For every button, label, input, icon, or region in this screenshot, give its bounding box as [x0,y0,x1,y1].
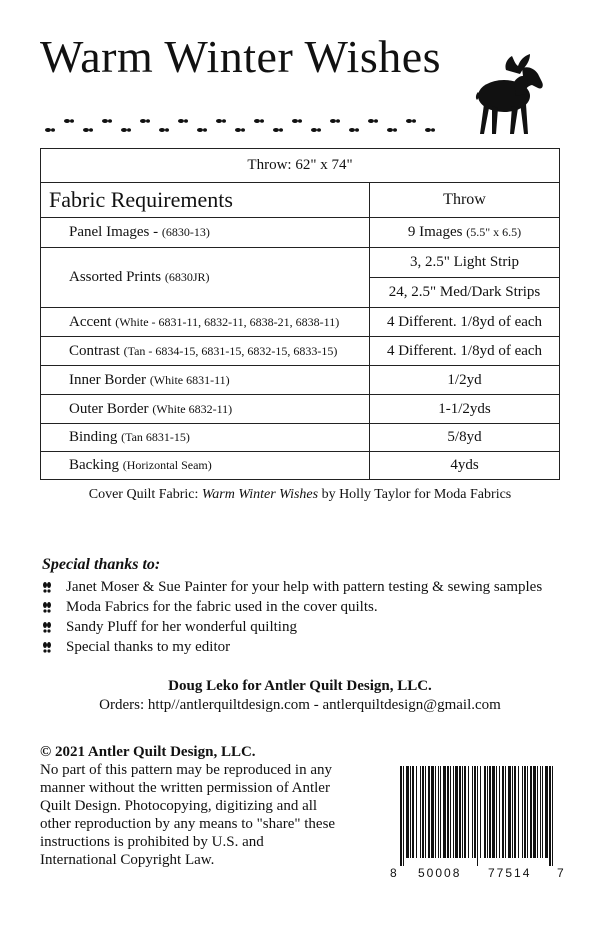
barcode-bar [524,766,526,858]
copyright-notice [40,743,340,869]
barcode-bar [552,766,553,866]
barcode-bar [514,766,516,858]
barcode-bar [484,766,486,858]
moose-icon [470,52,560,136]
barcode-bar [492,766,495,858]
special-thanks [42,556,542,657]
table-row [41,395,560,424]
barcode-bar [468,766,469,858]
barcode-bar [400,766,402,866]
company-name: Doug Leko for Antler Quilt Design, LLC. [168,678,432,694]
barcode [398,766,556,866]
barcode-bar [406,766,409,858]
barcode-bar [464,766,466,858]
barcode-bar [416,766,417,858]
barcode-bar [472,766,473,858]
list-item: Sandy Pluff for her wonderful quilting [42,617,542,637]
table-header-right: Throw [370,183,560,218]
page-title: Warm Winter Wishes [40,31,442,82]
barcode-bar [522,766,523,858]
barcode-bar [420,766,421,858]
barcode-bar [425,766,426,858]
row-value: 4 Different. 1/8yd of each [370,337,560,366]
barcode-bar [440,766,441,858]
row-value: 5/8yd [370,424,560,452]
barcode-bar [496,766,497,858]
barcode-bar [474,766,476,858]
table-row [41,452,560,480]
barcode-bar [438,766,439,858]
cover-fabric-credit: Cover Quilt Fabric: Warm Winter Wishes by Holly Taylor for Moda Fabrics [88,487,512,502]
row-value: 4 Different. 1/8yd of each [370,308,560,337]
table-row [41,337,560,366]
orders-line: Orders: http//antlerquiltdesign.com - antlerquiltdesign@gmail.com [99,697,501,713]
row-label: Accent (White - 6831-11, 6832-11, 6838-21, 6838-11) [41,308,370,337]
barcode-bar [518,766,519,858]
barcode-bar [462,766,463,858]
footprint-bullet-icon [42,621,52,633]
barcode-bar [508,766,511,858]
table-row [41,424,560,452]
barcode-digits-right: 77514 [488,866,532,880]
barcode-bar [447,766,449,858]
barcode-bar [549,766,551,866]
row-value: 1/2yd [370,366,560,395]
barcode-bar [459,766,461,858]
barcode-bar [487,766,488,858]
barcode-digit-first: 8 [390,866,397,880]
barcode-bar [527,766,528,858]
row-value: 1-1/2yds [370,395,560,424]
row-label: Binding (Tan 6831-15) [41,424,370,452]
footprint-bullet-icon [42,581,52,593]
table-row [41,218,560,248]
table-row [41,248,560,278]
copyright-body: No part of this pattern may be reproduced in any manner without the written permission of Antler Quilt Design. Photocopying, digitizing and all other reproduction by any means to "share" these instructions is prohibited by U.S. and International Copyright Law. [40,762,336,868]
barcode-bar [422,766,424,858]
table-row [41,308,560,337]
barcode-bar [545,766,548,858]
footprint-bullet-icon [42,601,52,613]
barcode-bar [512,766,513,858]
barcode-bar [477,766,478,866]
barcode-bar [455,766,458,858]
footprint-trail [40,110,440,136]
row-label: Contrast (Tan - 6834-15, 6831-15, 6832-15, 6833-15) [41,337,370,366]
row-label: Outer Border (White 6832-11) [41,395,370,424]
barcode-bar [435,766,436,858]
barcode-bar [533,766,536,858]
table-caption: Throw: 62" x 74" [41,149,560,183]
table-header-left: Fabric Requirements [41,183,370,218]
list-item: Janet Moser & Sue Painter for your help with pattern testing & sewing samples [42,577,542,597]
row-label: Assorted Prints (6830JR) [41,248,370,308]
barcode-digit-check: 7 [557,866,564,880]
barcode-bar [453,766,454,858]
table-row [41,366,560,395]
barcode-bar [443,766,446,858]
barcode-bar [502,766,504,858]
barcode-bar [410,766,411,858]
barcode-bar [537,766,538,858]
copyright-heading: © 2021 Antler Quilt Design, LLC. [40,744,256,760]
barcode-bar [489,766,491,858]
list-item: Special thanks to my editor [42,637,542,657]
barcode-digits-left: 50008 [418,866,462,880]
barcode-bar [450,766,451,858]
row-value: 9 Images (5.5" x 6.5) [370,218,560,248]
barcode-bar [431,766,434,858]
fabric-requirements-table [40,148,560,480]
barcode-bar [412,766,414,858]
barcode-bar [542,766,543,858]
barcode-bar [428,766,430,858]
row-value: 24, 2.5" Med/Dark Strips [370,278,560,308]
footprint-bullet-icon [42,641,52,653]
row-value: 4yds [370,452,560,480]
barcode-bar [403,766,404,866]
barcode-bar [505,766,506,858]
barcode-bar [480,766,481,858]
thanks-heading: Special thanks to: [42,556,161,573]
barcode-bar [540,766,541,858]
row-value: 3, 2.5" Light Strip [370,248,560,278]
barcode-bar [499,766,500,858]
barcode-bar [530,766,532,858]
row-label: Backing (Horizontal Seam) [41,452,370,480]
list-item: Moda Fabrics for the fabric used in the cover quilts. [42,597,542,617]
row-label: Panel Images - (6830-13) [41,218,370,248]
row-label: Inner Border (White 6831-11) [41,366,370,395]
